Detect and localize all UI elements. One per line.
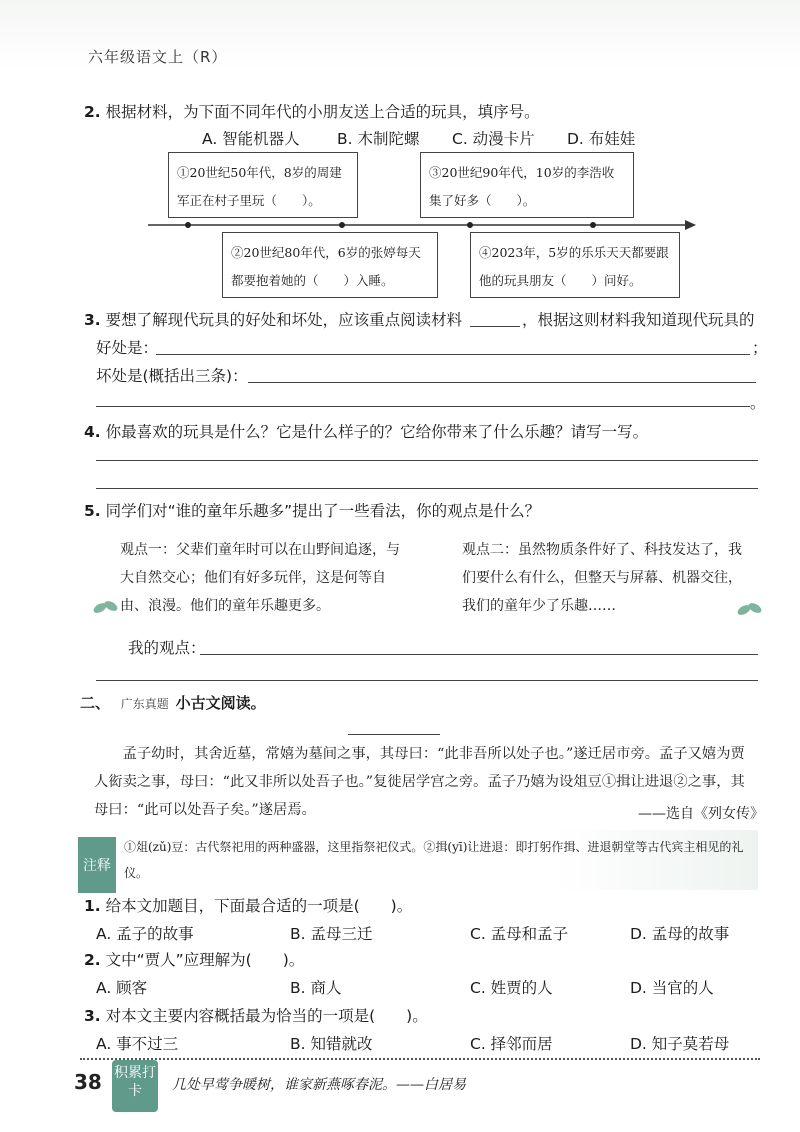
timeline-dot (467, 222, 473, 228)
question-number: 1. (84, 897, 101, 915)
question-number: 5. (84, 502, 101, 520)
callout-4 (470, 232, 680, 298)
mcq-1 (84, 894, 412, 916)
my-view-label: 我的观点： (128, 639, 206, 657)
title-blank[interactable] (348, 734, 440, 735)
callout-2 (222, 232, 438, 298)
question-2 (84, 100, 540, 122)
mcq-1-option-b: B. 孟母三迁 (290, 925, 373, 943)
badge (112, 1060, 158, 1112)
answer-line[interactable] (248, 382, 756, 383)
mcq-3-option-a: A. 事不过三 (96, 1035, 179, 1053)
mcq-1-option-d: D. 孟母的故事 (630, 925, 730, 943)
answer-line[interactable] (96, 680, 758, 681)
mcq-1-option-a: A. 孟子的故事 (96, 925, 194, 943)
semicolon: ； (752, 339, 768, 357)
question-stem: 给本文加题目，下面最合适的一项是( )。 (105, 897, 413, 915)
view-two: 观点二：虽然物质条件好了、科技发达了，我们要什么有什么，但整天与屏幕、机器交往，我们的童年少了乐趣…… (462, 542, 742, 614)
question-text: 你最喜欢的玩具是什么？它是什么样子的？它给你带来了什么乐趣？请写一写。 (105, 423, 649, 441)
footer-divider (80, 1058, 760, 1060)
timeline-dot (590, 222, 596, 228)
section-number: 二、 (80, 694, 111, 712)
callout-1 (168, 152, 358, 218)
bad-label: 坏处是(概括出三条)： (96, 367, 248, 385)
mcq-3-option-d: D. 知子莫若母 (630, 1035, 730, 1053)
leaf-icon (92, 596, 120, 618)
mcq-3-option-b: B. 知错就改 (290, 1035, 373, 1053)
mcq-2-option-b: B. 商人 (290, 979, 342, 997)
mcq-2-option-a: A. 顾客 (96, 979, 148, 997)
mcq-1-option-c: C. 孟母和孟子 (470, 925, 569, 943)
mcq-2-option-d: D. 当官的人 (630, 979, 714, 997)
mcq-2 (84, 948, 304, 970)
option-d: D. 布娃娃 (567, 130, 636, 148)
section-heading (80, 692, 266, 713)
option-a: A. 智能机器人 (202, 130, 300, 148)
question-5 (84, 499, 540, 521)
question-stem: 对本文主要内容概括最为恰当的一项是( )。 (105, 1007, 428, 1025)
mcq-3 (84, 1004, 428, 1026)
question-4 (84, 420, 648, 442)
mcq-2-option-c: C. 姓贾的人 (470, 979, 553, 997)
passage: 孟子幼时，其舍近墓，常嬉为墓间之事，其母曰：“此非吾所以处子也。”遂迁居市旁。孟子又嬉为贾人衒卖之事，母曰：“此又非所以处吾子也。”复徙居学宫之旁。孟子乃嬉为设俎豆①揖让进退②之事，其母曰：“此可以处吾子矣。”遂居焉。 (94, 746, 745, 818)
period: 。 (750, 394, 766, 412)
question-3 (84, 308, 462, 330)
good-label: 好处是： (96, 339, 159, 357)
mcq-3-option-c: C. 择邻而居 (470, 1035, 553, 1053)
leaf-icon (736, 598, 764, 620)
answer-line[interactable] (200, 654, 758, 655)
callout-2-text: ②20世纪80年代，6岁的张婷每天都要抱着她的（ ）入睡。 (231, 245, 421, 288)
question-3-cont: ，根据这则材料我知道现代玩具的 (522, 311, 755, 329)
question-number: 2. (84, 951, 101, 969)
page-number: 38 (74, 1070, 102, 1094)
question-number: 3. (84, 311, 101, 329)
badge-text: 积累打卡 (114, 1065, 156, 1099)
option-b: B. 木制陀螺 (337, 130, 420, 148)
answer-blank[interactable] (470, 326, 520, 327)
section-title: 小古文阅读。 (175, 694, 266, 712)
callout-3-text: ③20世纪90年代，10岁的李浩收集了好多（ ）。 (429, 165, 615, 208)
option-c: C. 动漫卡片 (452, 130, 535, 148)
answer-line[interactable] (96, 460, 758, 461)
passage-source: ——选自《列女传》 (638, 806, 764, 822)
callout-1-text: ①20世纪50年代，8岁的周建军正在村子里玩（ ）。 (177, 165, 342, 208)
answer-line[interactable] (156, 354, 750, 355)
timeline-arrow (685, 220, 696, 230)
question-number: 3. (84, 1007, 101, 1025)
callout-4-text: ④2023年，5岁的乐乐天天都要跟他的玩具朋友（ ）问好。 (479, 245, 669, 288)
question-text: 要想了解现代玩具的好处和坏处，应该重点阅读材料 (105, 311, 463, 329)
footer-quote: 几处早莺争暖树，谁家新燕啄春泥。——白居易 (172, 1077, 466, 1093)
note-label: 注释 (78, 837, 116, 893)
callout-3 (420, 152, 634, 218)
question-number: 4. (84, 423, 101, 441)
answer-line[interactable] (96, 488, 758, 489)
question-stem: 文中“贾人”应理解为( )。 (105, 951, 305, 969)
question-text: 根据材料，为下面不同年代的小朋友送上合适的玩具，填序号。 (105, 103, 540, 121)
note-text: ①俎(zǔ)豆：古代祭祀用的两种盛器，这里指祭祀仪式。②揖(yī)让进退：即打躬作揖、进退朝堂等古代宾主相见的礼仪。 (124, 840, 744, 880)
section-tag: 广东真题 (120, 697, 169, 711)
answer-line[interactable] (96, 406, 750, 407)
question-number: 2. (84, 103, 101, 121)
grade-label: 六年级语文上（R） (88, 48, 228, 66)
timeline-dot (185, 222, 191, 228)
view-one: 观点一：父辈们童年时可以在山野间追逐，与大自然交心；他们有好多玩伴，这是何等自由、浪漫。他们的童年乐趣更多。 (120, 542, 400, 614)
timeline-dot (339, 222, 345, 228)
question-text: 同学们对“谁的童年乐趣多”提出了一些看法，你的观点是什么？ (105, 502, 541, 520)
